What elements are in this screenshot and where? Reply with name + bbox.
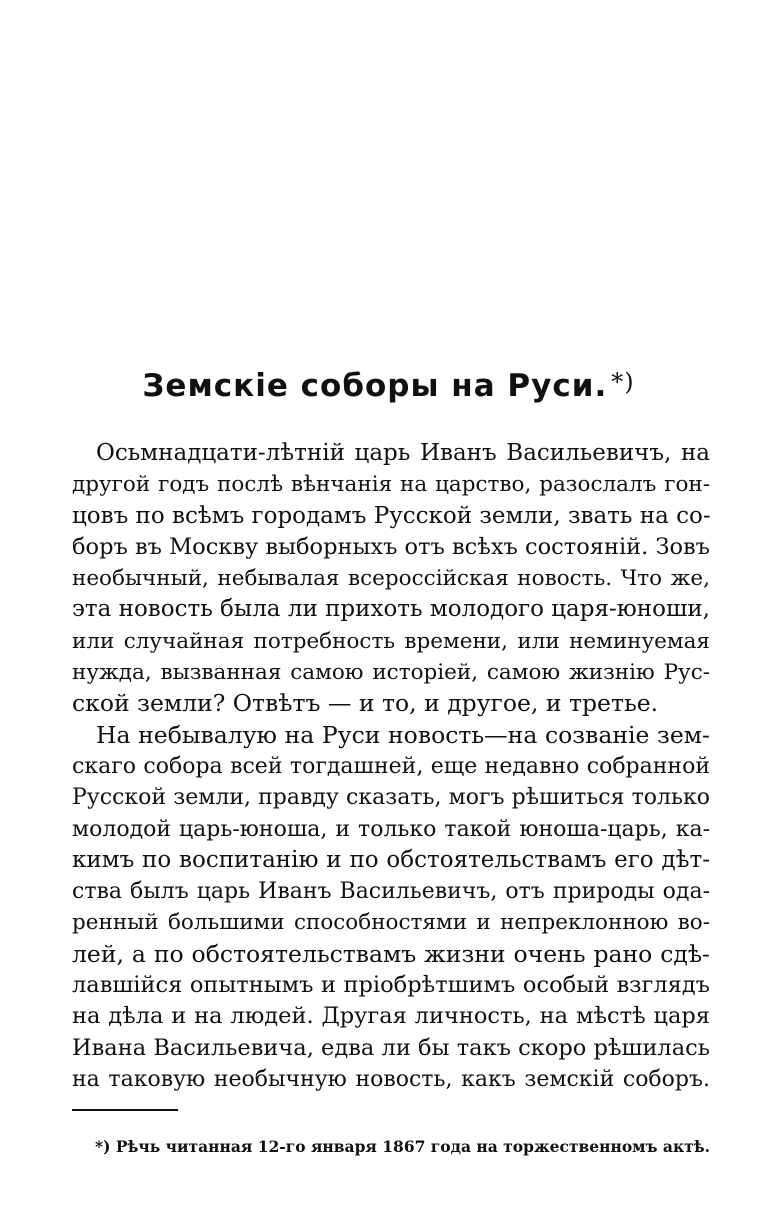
paragraph-1 [72, 438, 710, 720]
text-line: другой годъ послѣ вѣнчанія на царство, разослалъ гон- [72, 472, 710, 498]
text-line: Осьмнадцати-лѣтній царь Иванъ Васильевичъ, на [96, 440, 710, 466]
text-line: Русской земли, правду сказать, могъ рѣшиться только [72, 785, 710, 811]
text-line: на дѣла и на людей. Другая личность, на мѣстѣ царя [72, 1003, 710, 1030]
text-line: Ивана Васильевича, едва ли бы такъ скоро рѣшилась [72, 1034, 710, 1061]
chapter-title-text: Земскіе соборы на Руси. [142, 368, 608, 404]
chapter-title [0, 366, 777, 408]
text-line: или случайная потребность времени, или неминуемая [72, 628, 710, 654]
text-line: молодой царь-юноша, и только такой юноша-царь, ка- [72, 816, 710, 842]
paragraph-2 [72, 720, 710, 1096]
text-line: боръ въ Москву выборныхъ отъ всѣхъ состояній. Зовъ [72, 533, 710, 560]
footnote: *) Рѣчь читанная 12-го января 1867 года на торжественномъ актѣ. [95, 1137, 711, 1156]
text-line: лей, а по обстоятельствамъ жизни очень рано сдѣ- [72, 939, 710, 968]
text-line: ской земли? Отвѣтъ — и то, и другое, и третье. [72, 689, 659, 718]
text-line: ства былъ царь Иванъ Васильевичъ, отъ природы ода- [72, 879, 710, 905]
text-line: ренный большими способностями и непреклонною во- [72, 910, 710, 936]
body-text [72, 438, 710, 1095]
title-footnote-mark: *) [611, 368, 635, 396]
text-line: нужда, вызванная самою исторіей, самою жизнію Рус- [72, 660, 710, 686]
text-line: на таковую необычную новость, какъ земскій соборъ. [72, 1066, 710, 1092]
text-line: необычный, небывалая всероссійская новость. Что же, [72, 566, 710, 592]
footnote-divider [72, 1109, 178, 1111]
text-line: кимъ по воспитанію и по обстоятельствамъ его дѣт- [72, 846, 710, 873]
text-line: лавшійся опытнымъ и пріобрѣтшимъ особый взглядъ [72, 972, 710, 999]
text-line: эта новость была ли прихоть молодого царя-юноши, [72, 596, 710, 623]
text-line: На небывалую на Руси новость—на созваніе зем- [96, 720, 710, 749]
text-line: скаго собора всей тогдашней, еще недавно собранной [72, 753, 710, 779]
text-line: цовъ по всѣмъ городамъ Русской земли, звать на со- [72, 502, 711, 529]
